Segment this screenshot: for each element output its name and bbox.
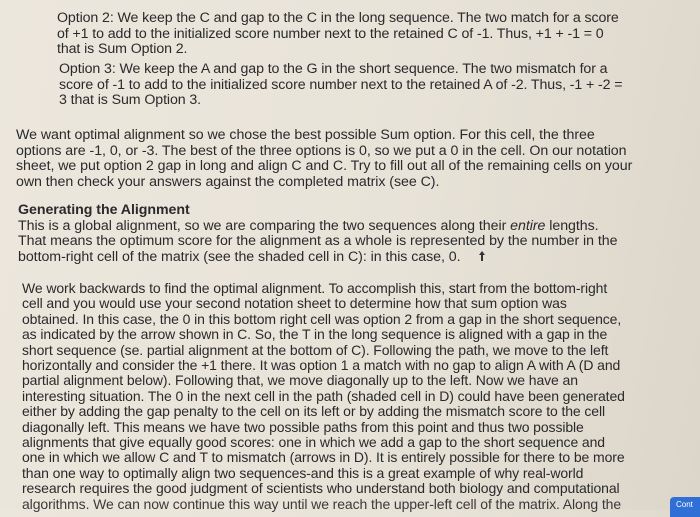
- text-line: own then check your answers against the completed matrix (see C).: [16, 173, 440, 190]
- text-line: obtained. In this case, the 0 in this bottom right cell was option 2 from a gap in the short sequence,: [22, 310, 622, 327]
- text-line: algorithms. We can now continue this way until we reach the upper-left cell of the matrix. Along the: [22, 495, 622, 512]
- option-2-paragraph: [57, 11, 619, 58]
- backwards-paragraph: [22, 281, 625, 512]
- text-line: horizontally and consider the +1 there. It was option 1 a match with no gap to align A with A (D and: [22, 357, 621, 374]
- text-line: We work backwards to find the optimal alignment. To accomplish this, start from the bottom-right: [22, 280, 608, 296]
- text-line: options are -1, 0, or -3. The best of the three options is 0, so we put a 0 in the cell. On our notation: [16, 142, 627, 159]
- mouse-pointer-icon: [478, 251, 486, 261]
- text-line: cell and you would use your second notation sheet to determine how that sum option was: [22, 295, 567, 312]
- emphasis-text: entire: [510, 217, 546, 234]
- text-line: Option 2: We keep the C and gap to the C in the long sequence. The two match for a score: [57, 10, 619, 26]
- text-line: research requires the good judgment of scientists who understand both biology and computational: [22, 480, 620, 497]
- generating-alignment-section: [18, 203, 617, 265]
- text-line: either by adding the gap penalty to the cell on its left or by adding the mismatch score to the cell: [22, 403, 606, 420]
- text-line: that is Sum Option 2.: [57, 41, 188, 58]
- text-line: one in which we allow C and T to mismatch (arrows in D). It is entirely possible for there to be more: [22, 449, 625, 466]
- text-line: 3 that is Sum Option 3.: [59, 92, 202, 109]
- text-line: Option 3: We keep the A and gap to the G in the short sequence. The two mismatch for a: [59, 61, 608, 77]
- text-segment: This is a global alignment, so we are comparing the two sequences along their: [18, 217, 511, 234]
- section-heading: Generating the Alignment: [18, 202, 190, 218]
- text-line: diagonally left. This means we have two possible paths from this point and thus two possible: [22, 418, 584, 435]
- optimal-paragraph: [16, 128, 632, 190]
- text-line: sheet, we put option 2 gap in long and align C and C. Try to fill out all of the remaining cells on your: [16, 158, 633, 175]
- text-line: score of -1 to add to the initialized score number next to the retained A of -2. Thus, -1 + -2 =: [59, 76, 623, 93]
- option-3-paragraph: [59, 62, 622, 109]
- text-line: partial alignment below). Following that, we move diagonally up to the left. Now we have an: [22, 372, 578, 389]
- text-line: of +1 to add to the initialized score number next to the retained C of -1. Thus, +1 + -1 = 0: [57, 25, 604, 42]
- text-line: than one way to optimally align two sequences-and this is a great example of why real-world: [22, 464, 584, 481]
- text-line: That means the optimum score for the alignment as a whole is represented by the number in the: [18, 233, 618, 250]
- text-line: [18, 219, 617, 235]
- text-line: alignments that give equally good scores: one in which we add a gap to the short sequence and: [22, 434, 605, 451]
- text-segment: lengths.: [545, 217, 599, 234]
- continue-button[interactable]: Cont: [670, 497, 700, 517]
- text-line: We want optimal alignment so we chose the best possible Sum option. For this cell, the three: [16, 127, 595, 143]
- text-line: as indicated by the arrow shown in C. So, the T in the long sequence is aligned with a gap in the: [22, 326, 608, 343]
- text-line: bottom-right cell of the matrix (see the shaded cell in C): in this case, 0.: [18, 248, 461, 265]
- text-line: short sequence (se. partial alignment at the bottom of C). Following the path, we move to the left: [22, 341, 609, 358]
- text-line: interesting situation. The 0 in the next cell in the path (shaded cell in D) could have been generated: [22, 387, 625, 404]
